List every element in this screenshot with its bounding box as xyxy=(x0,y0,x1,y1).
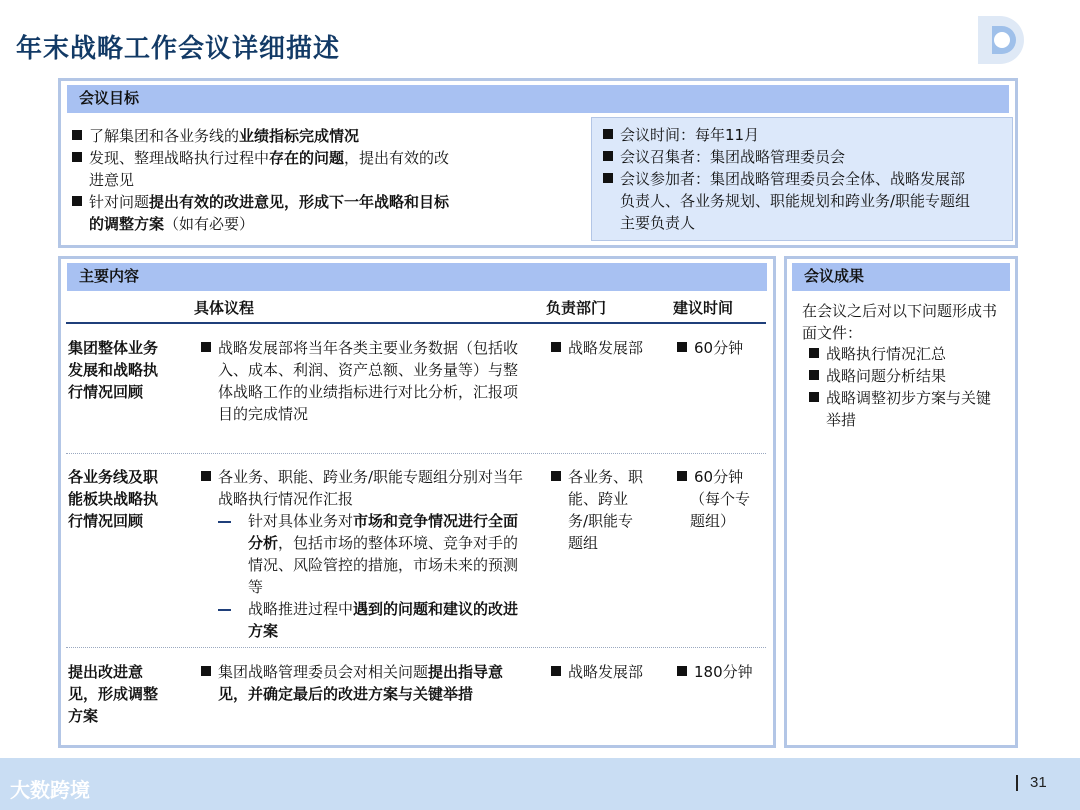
row-3-dept xyxy=(550,661,650,683)
main-content-header: 主要内容 xyxy=(67,263,767,291)
text-run: 发现、整理战略执行过程中 xyxy=(89,149,270,167)
row-2-time-note: （每个专题组） xyxy=(690,490,751,530)
result-item: 战略执行情况汇总 xyxy=(808,343,998,365)
meeting-info-box xyxy=(591,117,1013,241)
text-run: 针对具体业务对 xyxy=(248,512,354,530)
row-3-agenda xyxy=(200,661,520,705)
meeting-info-item: 会议参加者：集团战略管理委员会全体、战略发展部负责人、各业务规划、职能规划和跨业务/职能专题组主要负责人 xyxy=(602,168,972,234)
meeting-results-header: 会议成果 xyxy=(792,263,1010,291)
meeting-info-item: 会议召集者：集团战略管理委员会 xyxy=(602,146,972,168)
text-run: 提出指导意见，并确定最后的改进方案与关键举措 xyxy=(218,663,504,703)
text-run: （如有必要） xyxy=(164,215,255,233)
agenda-item xyxy=(200,337,520,425)
meeting-goals-panel xyxy=(58,78,1018,248)
row-1-dept xyxy=(550,337,650,359)
row-2-time xyxy=(676,466,766,532)
text-run: ，包括市场的整体环境、竞争对手的情况、风险管控的措施，市场未来的预测等 xyxy=(248,534,519,596)
text-run: 业绩指标完成情况 xyxy=(239,127,360,145)
row-1-agenda xyxy=(200,337,520,425)
text-run: 遇到的问题和建议的改进方案 xyxy=(248,600,519,640)
row-1-name: 集团整体业务发展和战略执行情况回顾 xyxy=(68,339,159,401)
text-run: 针对问题 xyxy=(89,193,150,211)
row-2-dept-text: 各业务、职能、跨业务/职能专题组 xyxy=(550,466,646,554)
header-divider xyxy=(66,322,766,324)
row-3-name: 提出改进意见，形成调整方案 xyxy=(68,663,159,725)
col-header-dept: 负责部门 xyxy=(546,299,607,317)
row-1-dept-text: 战略发展部 xyxy=(550,337,650,359)
row-1-time xyxy=(676,337,766,359)
agenda-subitem xyxy=(216,598,530,642)
row-3-time xyxy=(676,661,766,683)
row-2-name: 各业务线及职能板块战略执行情况回顾 xyxy=(68,468,159,530)
agenda-subitem xyxy=(216,510,530,598)
goal-item xyxy=(71,147,451,191)
meeting-goals-list xyxy=(71,125,451,235)
row-2-dept xyxy=(550,466,646,554)
text-run: 战略发展部将当年各类主要业务数据（包括收入、成本、利润、资产总额、业务量等）与整体战略工作的业绩指标进行对比分析，汇报项目的完成情况 xyxy=(218,339,519,423)
text-run: 了解集团和各业务线的 xyxy=(89,127,240,145)
agenda-item xyxy=(200,661,520,705)
col-header-time: 建议时间 xyxy=(673,299,734,317)
text-run: ，提出有效的改进意见 xyxy=(89,149,450,189)
row-3-time-text: 180分钟 xyxy=(676,661,766,683)
row-divider xyxy=(66,647,766,648)
agenda-item xyxy=(200,466,530,510)
row-divider xyxy=(66,453,766,454)
goal-item xyxy=(71,191,451,235)
result-item: 战略问题分析结果 xyxy=(808,365,998,387)
text-run: 各业务、职能、跨业务/职能专题组分别对当年战略执行情况作汇报 xyxy=(218,468,524,508)
footer-bar xyxy=(0,758,1080,810)
page-number: 31 xyxy=(1030,774,1047,791)
text-run: 战略推进过程中 xyxy=(248,600,354,618)
page-title: 年末战略工作会议详细描述 xyxy=(16,34,341,64)
text-run: 市场和竞争情况进行全面分析 xyxy=(248,512,519,552)
meeting-results-list xyxy=(808,343,998,431)
meeting-results-intro: 在会议之后对以下问题形成书面文件： xyxy=(802,302,998,342)
page-number-divider xyxy=(1016,775,1018,791)
footer-brand: 大数跨境 xyxy=(10,778,90,802)
row-1-time-text: 60分钟 xyxy=(676,337,766,359)
row-2-time-text: 60分钟 xyxy=(676,466,766,488)
text-run: 存在的问题 xyxy=(269,149,345,167)
text-run: 提出有效的改进意见，形成下一年战略和目标的调整方案 xyxy=(89,193,450,233)
row-2-agenda xyxy=(200,466,530,642)
result-item: 战略调整初步方案与关键举措 xyxy=(808,387,998,431)
company-logo-icon xyxy=(972,12,1034,68)
meeting-info-item: 会议时间：每年11月 xyxy=(602,124,972,146)
row-3-dept-text: 战略发展部 xyxy=(550,661,650,683)
goal-item xyxy=(71,125,451,147)
text-run: 集团战略管理委员会对相关问题 xyxy=(218,663,429,681)
meeting-info-list xyxy=(602,124,972,234)
meeting-goals-header: 会议目标 xyxy=(67,85,1009,113)
col-header-agenda: 具体议程 xyxy=(194,299,255,317)
